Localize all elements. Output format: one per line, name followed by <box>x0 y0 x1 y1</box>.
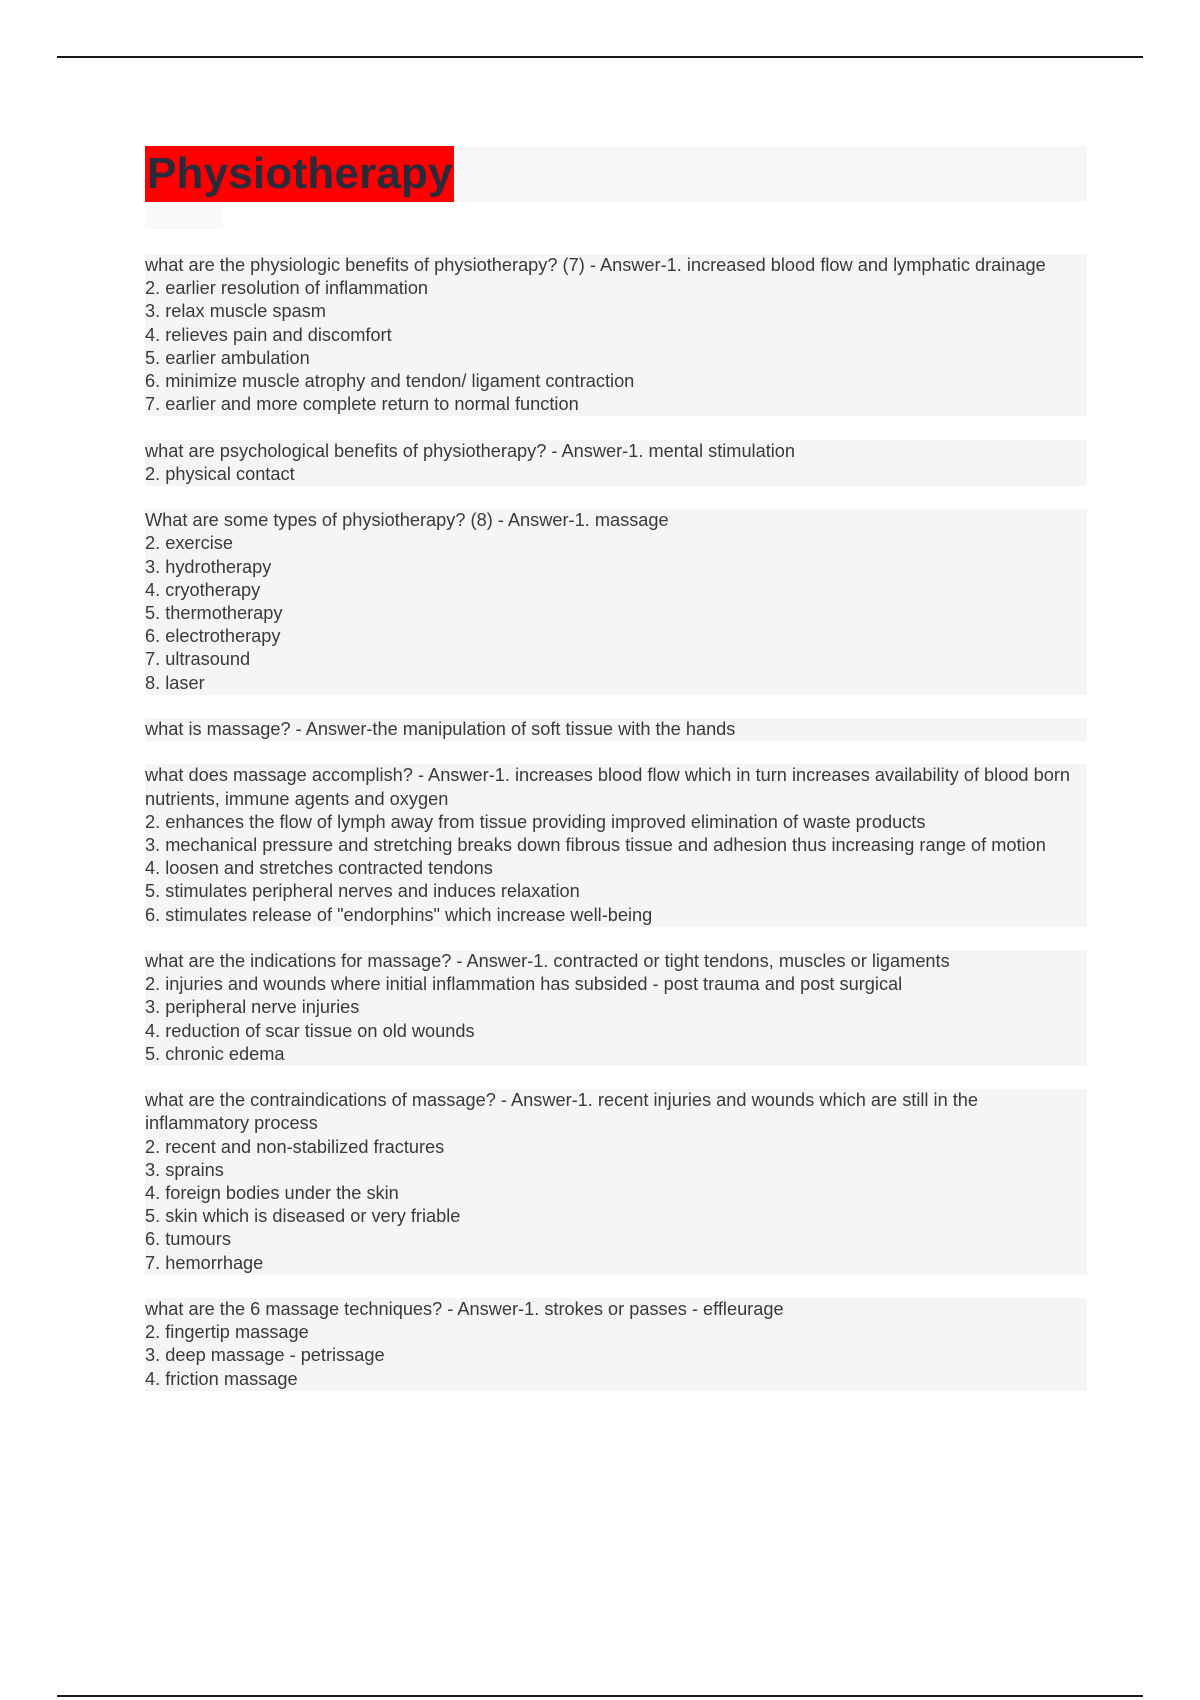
qa-answer-line: 4. cryotherapy <box>145 579 1087 602</box>
qa-block <box>145 718 1087 741</box>
qa-question: what are the physiologic benefits of physiotherapy? (7) - Answer-1. increased blood flow and lymphatic drainage <box>145 254 1087 277</box>
qa-block <box>145 1089 1087 1275</box>
qa-block <box>145 1298 1087 1391</box>
qa-answer-line: 5. earlier ambulation <box>145 347 1087 370</box>
qa-question: what does massage accomplish? - Answer-1. increases blood flow which in turn increases availability of blood born nutrients, immune agents and oxygen <box>145 764 1087 810</box>
qa-block <box>145 764 1087 926</box>
qa-question: What are some types of physiotherapy? (8) - Answer-1. massage <box>145 509 1087 532</box>
qa-answer-line: 3. mechanical pressure and stretching breaks down fibrous tissue and adhesion thus increasing range of motion <box>145 834 1087 857</box>
qa-question: what are the 6 massage techniques? - Answer-1. strokes or passes - effleurage <box>145 1298 1087 1321</box>
qa-question: what are the indications for massage? - Answer-1. contracted or tight tendons, muscles or ligaments <box>145 950 1087 973</box>
qa-block <box>145 254 1087 416</box>
qa-answer-line: 4. friction massage <box>145 1368 1087 1391</box>
qa-answer-line: 7. ultrasound <box>145 648 1087 671</box>
qa-block <box>145 509 1087 695</box>
qa-answer-line: 4. loosen and stretches contracted tendons <box>145 857 1087 880</box>
qa-answer-line: 7. earlier and more complete return to normal function <box>145 393 1087 416</box>
qa-answer-line: 7. hemorrhage <box>145 1252 1087 1275</box>
qa-answer-line: 3. hydrotherapy <box>145 556 1087 579</box>
qa-answer-line: 3. peripheral nerve injuries <box>145 996 1087 1019</box>
qa-block <box>145 950 1087 1066</box>
document-body <box>145 146 1087 1414</box>
qa-answer-line: 3. sprains <box>145 1159 1087 1182</box>
qa-answer-line: 6. tumours <box>145 1228 1087 1251</box>
qa-answer-line: 5. skin which is diseased or very friable <box>145 1205 1087 1228</box>
qa-answer-line: 4. reduction of scar tissue on old wounds <box>145 1020 1087 1043</box>
qa-answer-line: 2. physical contact <box>145 463 1087 486</box>
qa-answer-line: 2. fingertip massage <box>145 1321 1087 1344</box>
qa-question: what are the contraindications of massage? - Answer-1. recent injuries and wounds which are still in the inflammatory process <box>145 1089 1087 1135</box>
qa-list <box>145 254 1087 1391</box>
qa-answer-line: 2. recent and non-stabilized fractures <box>145 1136 1087 1159</box>
qa-answer-line: 3. deep massage - petrissage <box>145 1344 1087 1367</box>
qa-answer-line: 4. foreign bodies under the skin <box>145 1182 1087 1205</box>
document-title: Physiotherapy <box>145 146 454 202</box>
qa-answer-line: 6. electrotherapy <box>145 625 1087 648</box>
qa-answer-line: 8. laser <box>145 672 1087 695</box>
qa-answer-line: 6. stimulates release of "endorphins" which increase well-being <box>145 904 1087 927</box>
footer-rule <box>57 1695 1143 1697</box>
qa-answer-line: 2. enhances the flow of lymph away from tissue providing improved elimination of waste products <box>145 811 1087 834</box>
qa-answer-line: 4. relieves pain and discomfort <box>145 324 1087 347</box>
qa-answer-line: 2. earlier resolution of inflammation <box>145 277 1087 300</box>
qa-answer-line: 2. exercise <box>145 532 1087 555</box>
title-band <box>145 146 1087 202</box>
qa-answer-line: 6. minimize muscle atrophy and tendon/ ligament contraction <box>145 370 1087 393</box>
qa-block <box>145 440 1087 486</box>
header-rule <box>57 56 1143 58</box>
qa-question: what is massage? - Answer-the manipulation of soft tissue with the hands <box>145 718 1087 741</box>
qa-question: what are psychological benefits of physiotherapy? - Answer-1. mental stimulation <box>145 440 1087 463</box>
qa-answer-line: 5. chronic edema <box>145 1043 1087 1066</box>
qa-answer-line: 3. relax muscle spasm <box>145 300 1087 323</box>
qa-answer-line: 5. thermotherapy <box>145 602 1087 625</box>
title-shadow <box>145 202 223 230</box>
qa-answer-line: 2. injuries and wounds where initial inflammation has subsided - post trauma and post surgical <box>145 973 1087 996</box>
qa-answer-line: 5. stimulates peripheral nerves and induces relaxation <box>145 880 1087 903</box>
